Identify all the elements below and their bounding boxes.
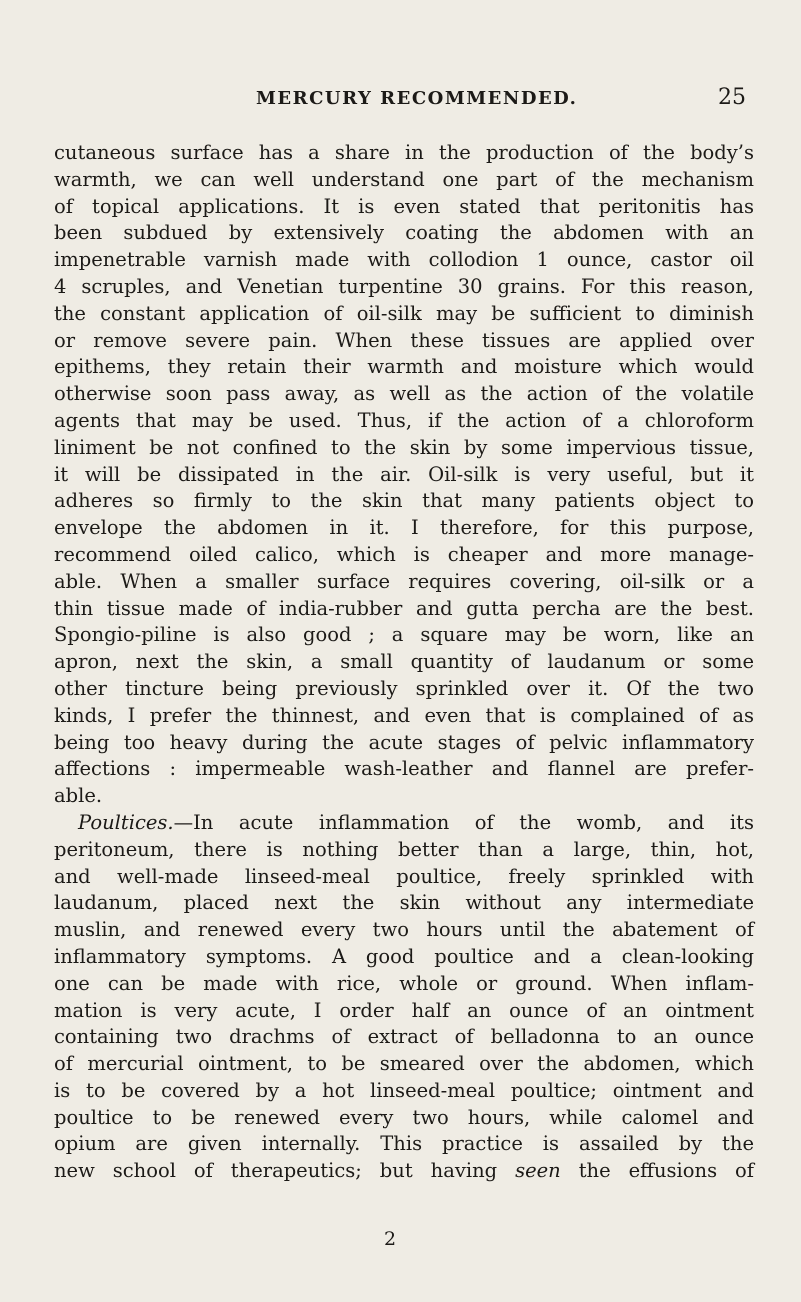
running-title: MERCURY RECOMMENDED. [256, 88, 578, 109]
text-line: other tincture being previously sprinkled over it. Of the two [54, 676, 754, 700]
text-line: or remove severe pain. When these tissues are applied over [54, 328, 754, 352]
page-number: 25 [718, 85, 746, 110]
poultices-paragraph-start [54, 810, 754, 837]
text-line: able. When a smaller surface requires covering, oil-silk or a [54, 569, 754, 593]
poultices-heading: Poultices. [78, 810, 174, 834]
text-line: containing two drachms of extract of belladonna to an ounce [54, 1025, 754, 1049]
text-line: been subdued by extensively coating the abdomen with an [54, 221, 754, 245]
text-line: liniment be not confined to the skin by some impervious tissue, [54, 435, 754, 459]
text-line: epithems, they retain their warmth and moisture which would [54, 355, 754, 379]
text-line: recommend oiled calico, which is cheaper and more manage- [54, 542, 754, 566]
text-line: apron, next the skin, a small quantity of laudanum or some [54, 650, 754, 674]
emphasis-seen: seen [515, 1159, 561, 1183]
text-line: poultice to be renewed every two hours, while calomel and [54, 1105, 754, 1129]
text-span: new school of therapeutics; but having [54, 1159, 516, 1183]
text-line: is to be covered by a hot linseed-meal poultice; ointment and [54, 1078, 754, 1102]
text-line: warmth, we can well understand one part of the mechanism [54, 167, 754, 191]
text-line: of mercurial ointment, to be smeared over the abdomen, which [54, 1052, 754, 1076]
text-line: being too heavy during the acute stages of pelvic inflammatory [54, 730, 754, 754]
body-text [54, 140, 754, 1185]
text-line: mation is very acute, I order half an ounce of an ointment [54, 998, 754, 1022]
text-line: opium are given internally. This practice is assailed by the [54, 1132, 754, 1156]
text-line: agents that may be used. Thus, if the action of a chloroform [54, 408, 754, 432]
text-line: it will be dissipated in the air. Oil-silk is very useful, but it [54, 462, 754, 486]
text-span: —In acute inflammation of the womb, and its [173, 810, 754, 834]
final-text-line [54, 1158, 754, 1185]
text-line: able. [54, 784, 103, 808]
signature-mark: 2 [384, 1228, 397, 1250]
text-line: and well-made linseed-meal poultice, freely sprinkled with [54, 864, 754, 888]
text-line: of topical applications. It is even stated that peritonitis has [54, 194, 754, 218]
text-line: kinds, I prefer the thinnest, and even that is complained of as [54, 703, 754, 727]
text-line: adheres so firmly to the skin that many patients object to [54, 489, 754, 513]
text-line: affections : impermeable wash-leather and flannel are prefer- [54, 757, 754, 781]
text-line: one can be made with rice, whole or ground. When inflam- [54, 971, 754, 995]
text-line: muslin, and renewed every two hours until the abatement of [54, 918, 754, 942]
text-line: envelope the abdomen in it. I therefore, for this purpose, [54, 516, 754, 540]
text-line: inflammatory symptoms. A good poultice and a clean-looking [54, 944, 754, 968]
text-line: Spongio-piline is also good ; a square may be worn, like an [54, 623, 754, 647]
text-span: the effusions of [560, 1159, 754, 1183]
text-line: the constant application of oil-silk may be sufficient to diminish [54, 301, 754, 325]
text-line: peritoneum, there is nothing better than a large, thin, hot, [54, 837, 754, 861]
text-line: impenetrable varnish made with collodion 1 ounce, castor oil [54, 248, 754, 272]
text-line: otherwise soon pass away, as well as the action of the volatile [54, 382, 754, 406]
text-line: cutaneous surface has a share in the production of the body’s [54, 141, 754, 164]
text-line: thin tissue made of india-rubber and gutta percha are the best. [54, 596, 754, 620]
text-line: laudanum, placed next the skin without any intermediate [54, 891, 754, 915]
text-line: 4 scruples, and Venetian turpentine 30 grains. For this reason, [54, 274, 754, 298]
running-head [0, 85, 801, 112]
